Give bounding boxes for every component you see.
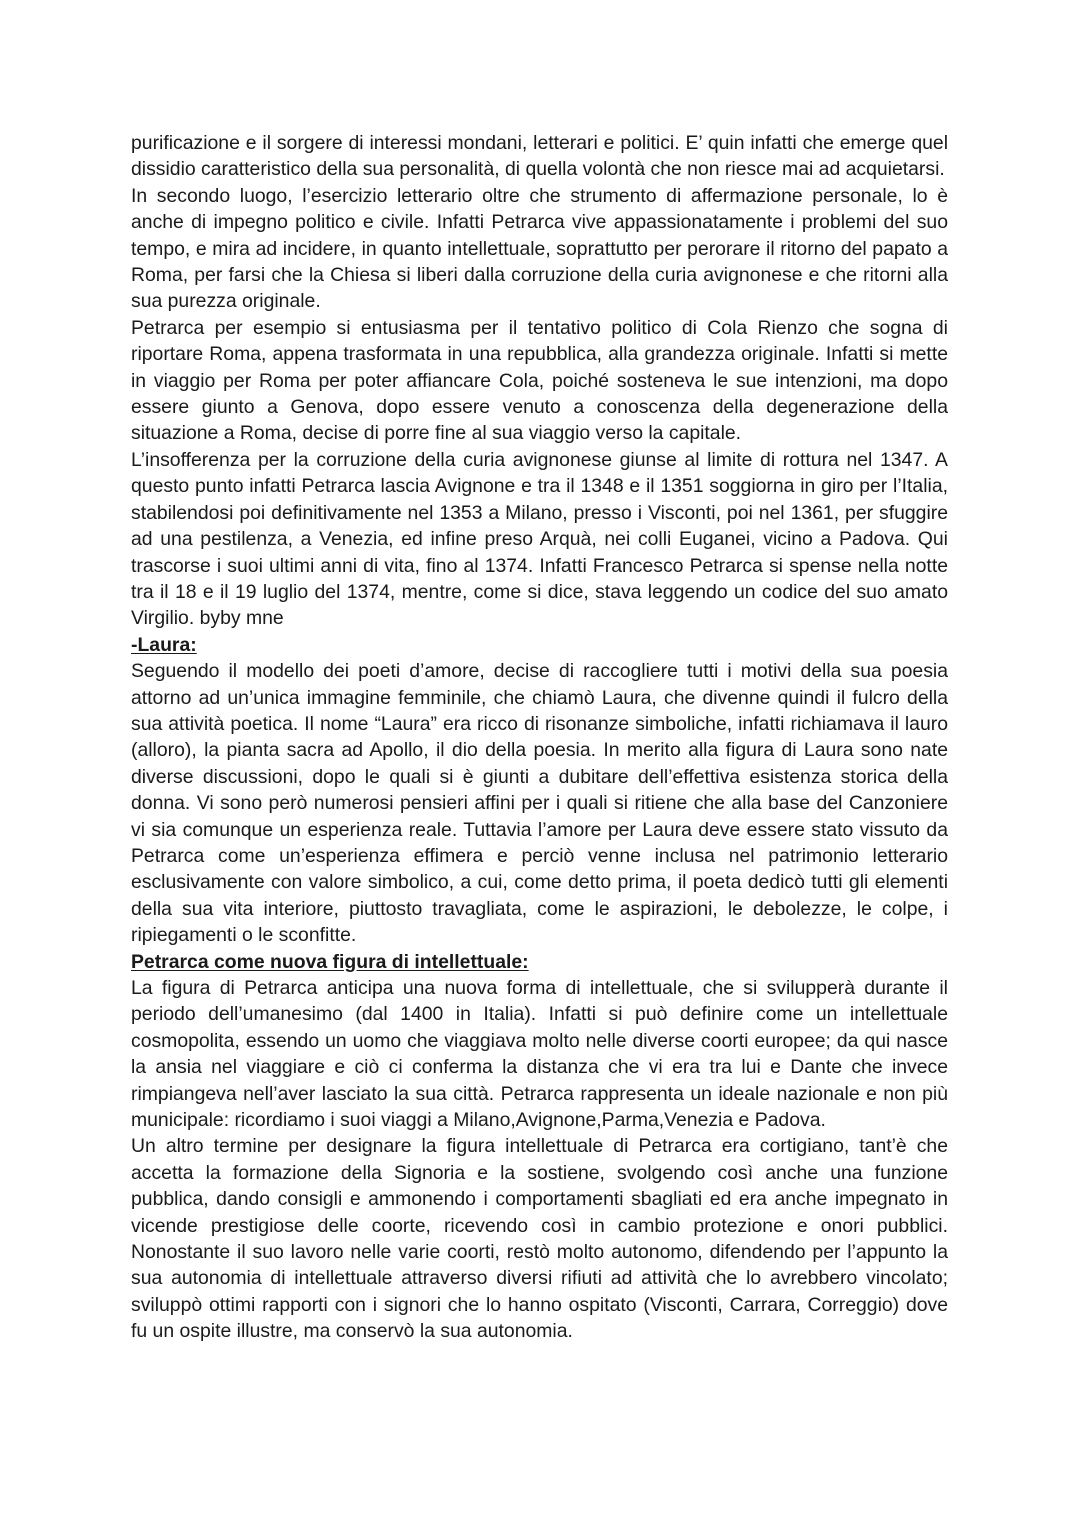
document-body — [131, 130, 948, 1345]
paragraph-dissidio: purificazione e il sorgere di interessi mondani, letterari e politici. E’ quin infatti che emerge quel dissidio caratteristico della sua personalità, di quella volontà che non riesce mai ad acquietarsi. — [131, 132, 948, 181]
paragraph-cortigiano: Un altro termine per designare la figura intellettuale di Petrarca era cortigiano, tant’è che accetta la formazione della Signoria e la sostiene, svolgendo così anche una funzione pubblica, dando consigli e ammonendo i comportamenti sbagliati ed era anche impegnato in vicende prestigiose delle coorte, ricevendo così in cambio protezione e onori pubblici. Nonostante il suo lavoro nelle varie coorti, restò molto autonomo, difendendo per l’appunto la sua autonomia di intellettuale attraverso diversi rifiuti ad attività che lo avrebbero vincolato; sviluppò ottimi rapporti con i signori che lo hanno ospitato (Visconti, Carrara, Correggio) dove fu un ospite illustre, ma conservò la sua autonomia. — [131, 1135, 948, 1343]
paragraph-impegno-politico: In secondo luogo, l’esercizio letterario oltre che strumento di affermazione personale, lo è anche di impegno politico e civile. Infatti Petrarca vive appassionatamente i problemi del suo tempo, e mira ad incidere, in quanto intellettuale, soprattutto per perorare il ritorno del papato a Roma, per farsi che la Chiesa si liberi dalla corruzione della curia avignonese e che ritorni alla sua purezza originale. — [131, 184, 948, 313]
heading-laura: -Laura: — [131, 633, 197, 656]
paragraph-cosmopolita: La figura di Petrarca anticipa una nuova forma di intellettuale, che si svilupperà durante il periodo dell’umanesimo (dal 1400 in Italia). Infatti si può definire come un intellettuale cosmopolita, essendo un uomo che viaggiava molto nelle diverse coorti europee; da qui nasce la ansia nel viaggiare e ciò ci conferma la distanza che vi era tra lui e Dante che invece rimpiangeva nell’aver lasciato la sua città. Petrarca rappresenta un ideale nazionale e non più municipale: ricordiamo i suoi viaggi a Milano,Avignone,Parma,Venezia e Padova. — [131, 977, 948, 1132]
heading-intellettuale: Petrarca come nuova figura di intellettuale: — [131, 950, 529, 973]
paragraph-laura: Seguendo il modello dei poeti d’amore, decise di raccogliere tutti i motivi della sua poesia attorno ad un’unica immagine femminile, che chiamò Laura, che divenne quindi il fulcro della sua attività poetica. Il nome “Laura” era ricco di risonanze simboliche, infatti richiamava il lauro (alloro), la pianta sacra ad Apollo, il dio della poesia. In merito alla figura di Laura sono nate diverse discussioni, dopo le quali si è giunti a dubitare dell’effettiva esistenza storica della donna. Vi sono però numerosi pensieri affini per i quali si ritiene che alla base del Canzoniere vi sia comunque un esperienza reale. Tuttavia l’amore per Laura deve essere stato vissuto da Petrarca come un’esperienza effimera e perciò venne inclusa nel patrimonio letterario esclusivamente con valore simbolico, a cui, come detto prima, il poeta dedicò tutti gli elementi della sua vita interiore, piuttosto travagliata, come le aspirazioni, le debolezze, le colpe, i ripiegamenti o le sconfitte. — [131, 660, 948, 947]
paragraph-cola-rienzo: Petrarca per esempio si entusiasma per il tentativo politico di Cola Rienzo che sogna di riportare Roma, appena trasformata in una repubblica, alla grandezza originale. Infatti si mette in viaggio per Roma per poter affiancare Cola, poiché sosteneva le sue intenzioni, ma dopo essere giunto a Genova, dopo essere venuto a conoscenza della degenerazione della situazione a Roma, decise di porre fine al sua viaggio verso la capitale. — [131, 316, 948, 445]
paragraph-avignone: L’insofferenza per la corruzione della curia avignonese giunse al limite di rottura nel 1347. A questo punto infatti Petrarca lascia Avignone e tra il 1348 e il 1351 soggiorna in giro per l’Italia, stabilendosi poi definitivamente nel 1353 a Milano, presso i Visconti, poi nel 1361, per sfuggire ad una pestilenza, a Venezia, ed infine preso Arquà, nei colli Euganei, vicino a Padova. Qui trascorse i suoi ultimi anni di vita, fino al 1374. Infatti Francesco Petrarca si spense nella notte tra il 18 e il 19 luglio del 1374, mentre, come si dice, stava leggendo un codice del suo amato Virgilio. byby mne — [131, 448, 948, 630]
